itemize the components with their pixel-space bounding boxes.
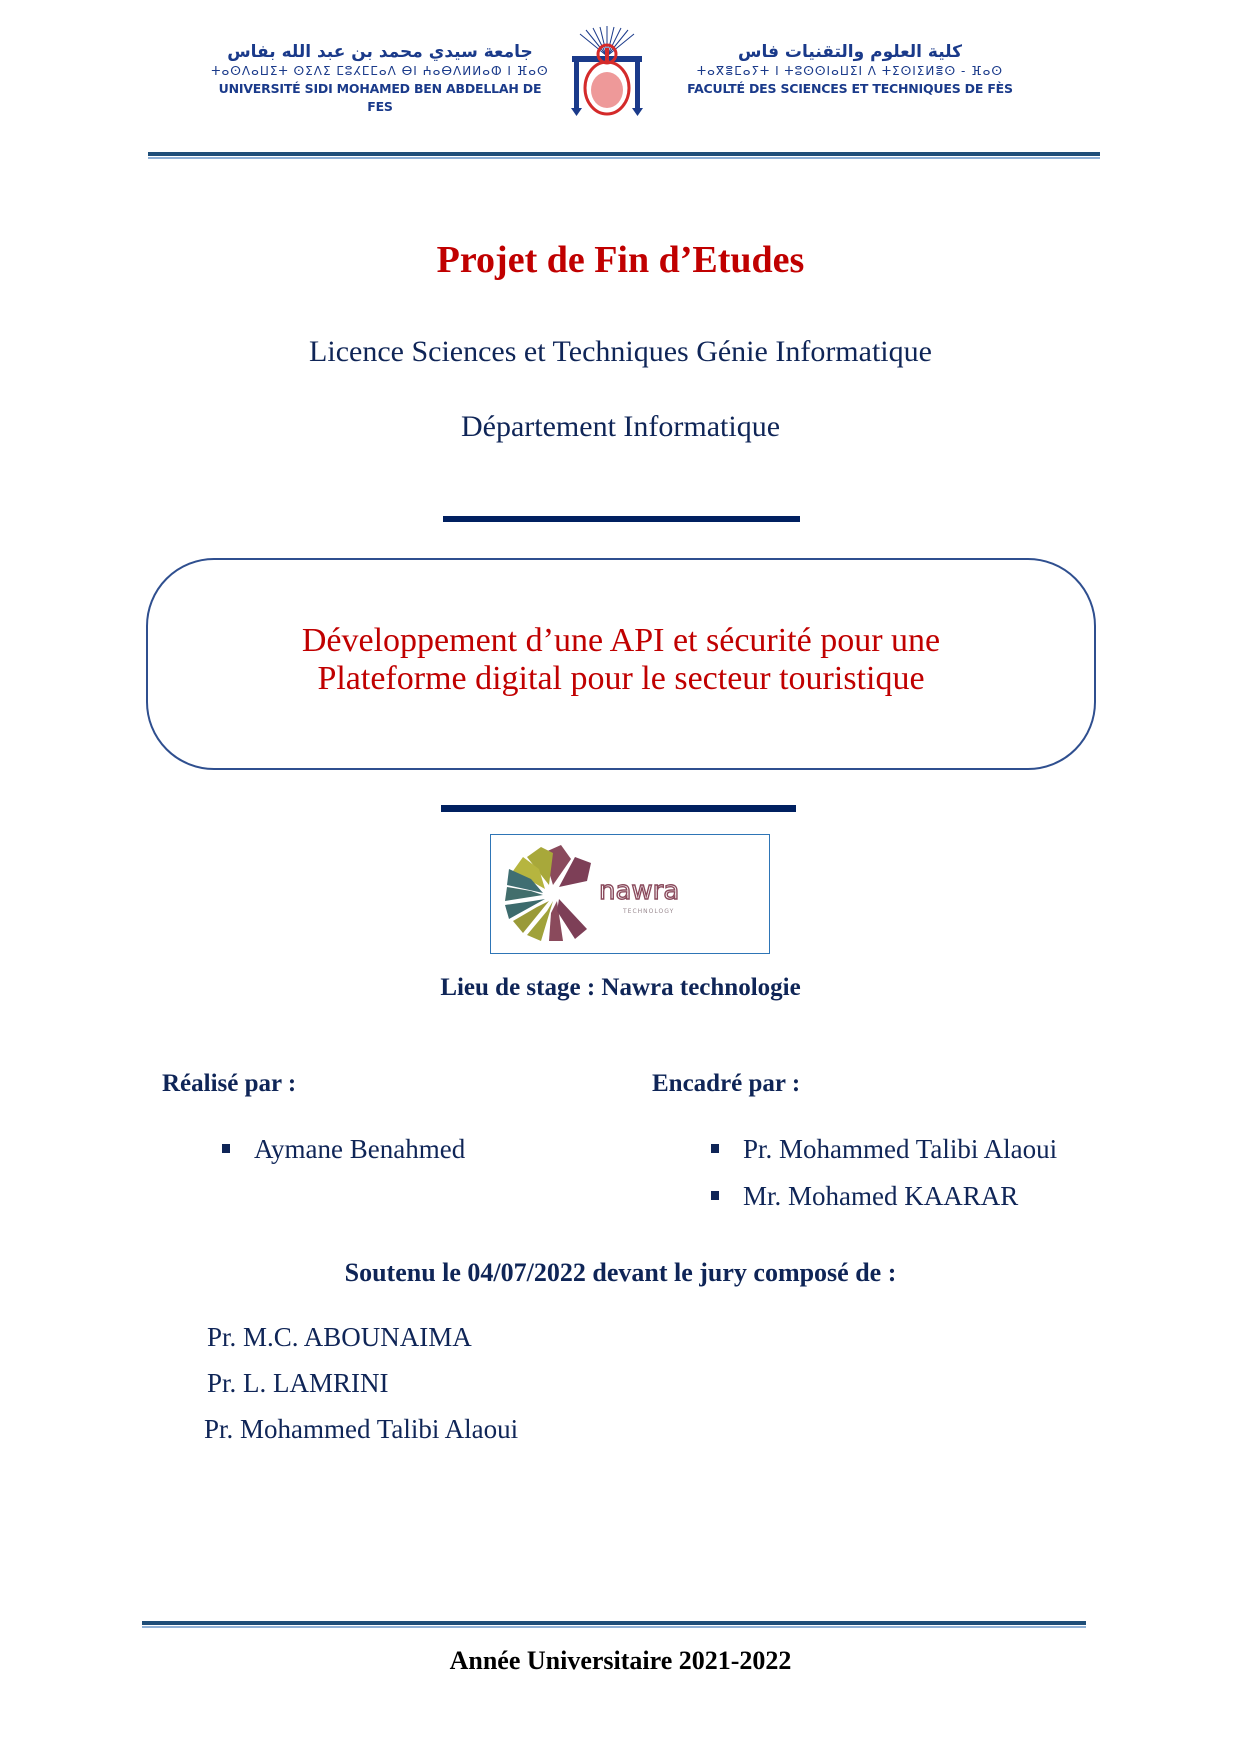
subject-line-1: Développement d’une API et sécurité pour une xyxy=(301,622,941,659)
jury-member: Pr. Mohammed Talibi Alaoui xyxy=(204,1414,519,1444)
academic-year: Année Universitaire 2021-2022 xyxy=(449,1646,792,1675)
realise-par-heading: Réalisé par : xyxy=(162,1070,297,1097)
faculty-name-tifinagh: ⵜⴰⴳⴻⵎⴰⵢⵜ ⵏ ⵜⵓⵙⵙⵏⴰⵡⵉⵏ ⴷ ⵜⵉⵙⵏⵉⵍⴻⵙ - ⴼⴰⵙ xyxy=(696,64,1004,78)
defense-heading: Soutenu le 04/07/2022 devant le jury composé de : xyxy=(344,1258,897,1287)
footer-divider xyxy=(142,1621,1086,1625)
supervisor-item: Pr. Mohammed Talibi Alaoui xyxy=(711,1134,1057,1165)
jury-member: Pr. M.C. ABOUNAIMA xyxy=(207,1322,472,1352)
university-name-arabic: جامعة سيدي محمد بن عبد الله بفاس xyxy=(227,42,533,62)
nawra-logo-icon xyxy=(491,835,768,952)
page-title: Projet de Fin d’Etudes xyxy=(436,239,805,281)
university-name-latin: UNIVERSITÉ SIDI MOHAMED BEN ABDELLAH DE FES xyxy=(218,81,542,114)
separator-bar-top xyxy=(443,516,800,522)
svg-text:nawra: nawra xyxy=(599,876,680,906)
encadre-par-heading: Encadré par : xyxy=(652,1070,801,1097)
department-name: Département Informatique xyxy=(460,410,781,443)
project-subject xyxy=(146,622,1096,698)
university-name-tifinagh: ⵜⴰⵙⴷⴰⵡⵉⵜ ⵙⵉⴷⵉ ⵎⵓⵃⵎⵎⴰⴷ ⴱⵏ ⵄⴰⴱⴷⵍⵍⴰⵀ ⵏ ⴼⴰⵙ xyxy=(211,64,549,78)
separator-bar-bottom xyxy=(441,805,796,812)
svg-text:TECHNOLOGY: TECHNOLOGY xyxy=(623,908,675,915)
author-item: Aymane Benahmed xyxy=(222,1134,465,1165)
bullet-icon xyxy=(711,1191,719,1200)
header-divider xyxy=(148,152,1100,156)
faculty-header xyxy=(660,42,1040,98)
bullet-icon xyxy=(222,1144,230,1153)
university-header xyxy=(205,42,555,116)
company-logo xyxy=(490,834,770,954)
subject-line-2: Plateforme digital pour le secteur touristique xyxy=(317,660,925,697)
jury-member: Pr. L. LAMRINI xyxy=(207,1368,389,1398)
faculty-name-arabic: كلية العلوم والتقنيات فاس xyxy=(738,42,962,62)
program-name: Licence Sciences et Techniques Génie Informatique xyxy=(309,335,932,368)
internship-place: Lieu de stage : Nawra technologie xyxy=(440,974,801,1001)
faculty-name-latin: FACULTÉ DES SCIENCES ET TECHNIQUES DE FÈS xyxy=(687,81,1013,96)
bullet-icon xyxy=(711,1144,719,1153)
supervisor-item: Mr. Mohamed KAARAR xyxy=(711,1181,1018,1212)
university-emblem-icon xyxy=(566,26,648,118)
